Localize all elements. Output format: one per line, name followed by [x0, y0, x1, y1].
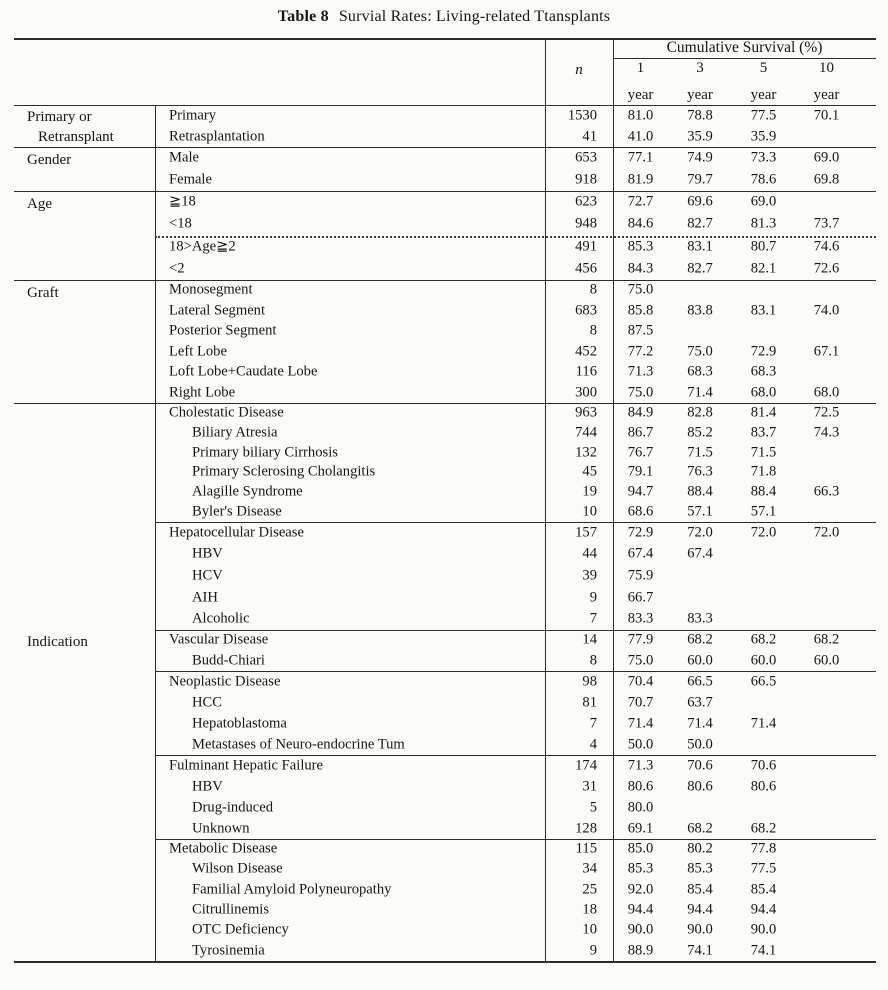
row-label-cell: Neoplastic Disease — [169, 673, 281, 690]
n-cell: 300 — [575, 384, 597, 401]
survival-5y-cell: 60.0 — [750, 652, 777, 669]
survival-5y-cell: 88.4 — [750, 483, 777, 500]
n-cell: 8 — [589, 322, 597, 339]
table-row — [0, 502, 876, 522]
survival-1y-cell: 77.1 — [627, 149, 654, 166]
table-title-number: Table 8 — [277, 8, 329, 25]
survival-3y-cell: 88.4 — [687, 483, 713, 500]
row-label-cell: Monosegment — [169, 281, 253, 298]
header-year-5 — [732, 60, 795, 104]
n-cell: 5 — [589, 799, 597, 816]
survival-3y-cell: 80.2 — [687, 840, 713, 857]
survival-5y-cell: 80.6 — [750, 778, 777, 795]
survival-1y-cell: 85.8 — [627, 302, 654, 319]
table-row — [0, 587, 876, 609]
n-cell: 4 — [589, 736, 597, 753]
survival-5y-cell: 77.5 — [750, 107, 777, 124]
n-cell: 31 — [582, 778, 597, 795]
row-label-cell: Wilson Disease — [192, 861, 283, 878]
survival-1y-cell: 87.5 — [627, 322, 654, 339]
row-label-cell: Budd-Chiari — [192, 652, 265, 669]
survival-1y-cell: 75.9 — [627, 567, 654, 584]
survival-3y-cell: 90.0 — [687, 922, 713, 939]
survival-5y-cell: 90.0 — [750, 922, 777, 939]
survival-1y-cell: 72.9 — [627, 524, 654, 541]
table-row — [0, 423, 876, 443]
row-label-cell: HCC — [192, 694, 223, 711]
survival-3y-cell: 85.4 — [687, 881, 713, 898]
row-label-cell: Right Lobe — [169, 384, 236, 401]
table-row — [0, 755, 876, 776]
survival-5y-cell: 72.9 — [750, 343, 777, 360]
row-label-cell: Lateral Segment — [169, 302, 266, 319]
survival-5y-cell: 74.1 — [750, 942, 777, 959]
header-year-10 — [795, 60, 858, 104]
table-row — [0, 671, 876, 692]
row-label-cell: Alcoholic — [192, 610, 250, 627]
survival-10y-cell: 72.5 — [813, 404, 840, 421]
survival-3y-cell: 63.7 — [687, 694, 713, 711]
survival-1y-cell: 81.9 — [627, 171, 654, 188]
survival-10y-cell: 74.3 — [813, 424, 840, 441]
n-cell: 1530 — [567, 107, 597, 124]
n-cell: 653 — [575, 149, 597, 166]
survival-1y-cell: 80.6 — [627, 778, 654, 795]
n-cell: 19 — [582, 483, 597, 500]
n-cell: 41 — [582, 128, 597, 145]
survival-1y-cell: 84.3 — [627, 260, 654, 277]
survival-5y-cell: 83.1 — [750, 302, 777, 319]
survival-5y-cell: 73.3 — [750, 149, 777, 166]
table-row — [0, 797, 876, 818]
survival-1y-cell: 77.2 — [627, 343, 654, 360]
n-cell: 7 — [589, 610, 597, 627]
table-row — [0, 301, 876, 322]
survival-3y-cell: 57.1 — [687, 503, 713, 520]
n-cell: 18 — [582, 901, 597, 918]
survival-5y-cell: 57.1 — [750, 503, 777, 520]
survival-3y-cell: 69.6 — [687, 193, 713, 210]
table-row — [0, 106, 876, 127]
row-label-cell: Hepatocellular Disease — [169, 524, 304, 541]
n-cell: 10 — [582, 922, 597, 939]
survival-5y-cell: 80.7 — [750, 238, 777, 255]
table-row — [0, 713, 876, 734]
row-label-cell: Hepatoblastoma — [192, 715, 287, 732]
table-row — [0, 734, 876, 755]
survival-3y-cell: 82.7 — [687, 260, 713, 277]
group-label-indication: Indication — [27, 634, 88, 650]
row-label-cell: Primary biliary Cirrhosis — [192, 444, 338, 461]
row-label-cell: Loft Lobe+Caudate Lobe — [169, 363, 318, 380]
survival-1y-cell: 81.0 — [627, 107, 654, 124]
survival-5y-cell: 35.9 — [750, 128, 777, 145]
survival-5y-cell: 68.2 — [750, 631, 777, 648]
header-year-5-unit: year — [750, 87, 777, 103]
survival-10y-cell: 74.0 — [813, 302, 840, 319]
survival-3y-cell: 85.2 — [687, 424, 713, 441]
survival-3y-cell: 68.2 — [687, 631, 713, 648]
survival-10y-cell: 68.0 — [813, 384, 840, 401]
survival-5y-cell: 81.3 — [750, 216, 777, 233]
survival-5y-cell: 68.0 — [750, 384, 777, 401]
survival-3y-cell: 79.7 — [687, 171, 713, 188]
survival-3y-cell: 71.4 — [687, 384, 713, 401]
table-row — [0, 920, 876, 940]
header-cumulative-survival: Cumulative Survival (%) — [666, 39, 823, 56]
table-row — [0, 900, 876, 920]
survival-3y-cell: 83.8 — [687, 302, 713, 319]
row-label-cell: ≧18 — [169, 193, 196, 210]
table-row — [0, 818, 876, 839]
row-label-cell: Primary Sclerosing Cholangitis — [192, 464, 376, 481]
n-cell: 7 — [589, 715, 597, 732]
survival-1y-cell: 77.9 — [627, 631, 654, 648]
survival-5y-cell: 72.0 — [750, 524, 777, 541]
survival-1y-cell: 50.0 — [627, 736, 654, 753]
row-label-cell: HBV — [192, 778, 223, 795]
row-label-cell: Cholestatic Disease — [169, 404, 284, 421]
survival-1y-cell: 94.7 — [627, 483, 654, 500]
survival-5y-cell: 77.8 — [750, 840, 777, 857]
group-label-graft: Graft — [27, 285, 59, 301]
survival-3y-cell: 75.0 — [687, 343, 713, 360]
survival-5y-cell: 68.3 — [750, 363, 777, 380]
row-label-cell: <2 — [169, 260, 185, 277]
row-label-cell: Familial Amyloid Polyneuropathy — [192, 881, 392, 898]
row-label-cell: Tyrosinemia — [192, 942, 265, 959]
survival-5y-cell: 77.5 — [750, 861, 777, 878]
table-row — [0, 839, 876, 859]
survival-5y-cell: 78.6 — [750, 171, 777, 188]
table-row — [0, 692, 876, 713]
survival-5y-cell: 69.0 — [750, 193, 777, 210]
table-row — [0, 880, 876, 900]
row-label-cell: AIH — [192, 589, 218, 606]
header-year-3-num: 3 — [696, 60, 704, 76]
table-row — [0, 941, 876, 961]
header-year-3-unit: year — [687, 87, 713, 103]
survival-10y-cell: 69.8 — [813, 171, 840, 188]
table-section — [0, 147, 876, 191]
survival-10y-cell: 60.0 — [813, 652, 840, 669]
table-section — [0, 106, 876, 147]
header-year-10-num: 10 — [819, 60, 834, 76]
group-label-primary-line2: Retransplant — [38, 129, 114, 145]
row-label-cell: Male — [169, 149, 199, 166]
survival-1y-cell: 72.7 — [627, 193, 654, 210]
header-n: n — [575, 62, 583, 78]
survival-1y-cell: 92.0 — [627, 881, 654, 898]
survival-5y-cell: 70.6 — [750, 757, 777, 774]
survival-10y-cell: 72.6 — [813, 260, 840, 277]
survival-1y-cell: 80.0 — [627, 799, 654, 816]
header-year-10-unit: year — [813, 87, 840, 103]
survival-3y-cell: 94.4 — [687, 901, 713, 918]
header-year-1-num: 1 — [636, 60, 645, 76]
row-label-cell: Posterior Segment — [169, 322, 277, 339]
survival-3y-cell: 71.4 — [687, 715, 713, 732]
survival-3y-cell: 74.1 — [687, 942, 713, 959]
table-section — [0, 630, 876, 671]
survival-3y-cell: 67.4 — [687, 546, 713, 563]
survival-10y-cell: 70.1 — [813, 107, 840, 124]
survival-10y-cell: 69.0 — [813, 149, 840, 166]
survival-1y-cell: 67.4 — [627, 546, 654, 563]
n-cell: 491 — [575, 238, 597, 255]
table-title-text: Survial Rates: Living-related Ttansplants — [338, 8, 611, 25]
table-section — [0, 522, 876, 630]
n-cell: 14 — [582, 631, 597, 648]
table-section — [0, 403, 876, 522]
table-row — [0, 342, 876, 363]
survival-1y-cell: 41.0 — [627, 128, 654, 145]
table-row — [0, 321, 876, 342]
survival-1y-cell: 71.3 — [627, 757, 654, 774]
survival-10y-cell: 74.6 — [813, 238, 840, 255]
n-cell: 115 — [575, 840, 597, 857]
table-row — [0, 630, 876, 651]
row-label-cell: HCV — [192, 567, 223, 584]
row-label-cell: Metabolic Disease — [169, 840, 278, 857]
survival-1y-cell: 66.7 — [627, 589, 654, 606]
survival-1y-cell: 94.4 — [627, 901, 654, 918]
survival-3y-cell: 74.9 — [687, 149, 713, 166]
survival-5y-cell: 68.2 — [750, 820, 777, 837]
survival-3y-cell: 72.0 — [687, 524, 713, 541]
n-cell: 81 — [582, 694, 597, 711]
table-row — [0, 776, 876, 797]
header-year-1-unit: year — [627, 87, 654, 103]
survival-3y-cell: 80.6 — [687, 778, 713, 795]
survival-10y-cell: 66.3 — [813, 483, 840, 500]
n-cell: 948 — [575, 216, 597, 233]
survival-1y-cell: 70.4 — [627, 673, 654, 690]
row-label-cell: Fulminant Hepatic Failure — [169, 757, 324, 774]
survival-3y-cell: 68.2 — [687, 820, 713, 837]
table-row — [0, 544, 876, 566]
age-dotted-divider — [155, 236, 876, 238]
table-row — [0, 236, 876, 258]
survival-3y-cell: 78.8 — [687, 107, 713, 124]
row-label-cell: 18>Age≧2 — [169, 238, 236, 255]
survival-1y-cell: 85.3 — [627, 238, 654, 255]
table-row — [0, 608, 876, 630]
n-cell: 34 — [582, 861, 597, 878]
row-label-cell: Vascular Disease — [169, 631, 269, 648]
table-row — [0, 482, 876, 502]
n-cell: 44 — [582, 546, 597, 563]
survival-10y-cell: 73.7 — [813, 216, 840, 233]
table-section — [0, 839, 876, 961]
survival-3y-cell: 85.3 — [687, 861, 713, 878]
n-cell: 128 — [575, 820, 597, 837]
survival-3y-cell: 83.1 — [687, 238, 713, 255]
n-cell: 9 — [589, 589, 597, 606]
survival-3y-cell: 50.0 — [687, 736, 713, 753]
n-cell: 9 — [589, 942, 597, 959]
survival-5y-cell: 82.1 — [750, 260, 777, 277]
n-cell: 8 — [589, 652, 597, 669]
survival-3y-cell: 60.0 — [687, 652, 713, 669]
row-label-cell: Alagille Syndrome — [192, 483, 303, 500]
survival-3y-cell: 76.3 — [687, 464, 713, 481]
survival-3y-cell: 66.5 — [687, 673, 713, 690]
row-label-cell: Unknown — [192, 820, 250, 837]
table-row — [0, 147, 876, 169]
survival-10y-cell: 72.0 — [813, 524, 840, 541]
n-cell: 918 — [575, 171, 597, 188]
survival-1y-cell: 84.6 — [627, 216, 654, 233]
survival-1y-cell: 71.4 — [627, 715, 654, 732]
survival-5y-cell: 71.4 — [750, 715, 777, 732]
survival-10y-cell: 67.1 — [813, 343, 840, 360]
table-row — [0, 859, 876, 879]
n-cell: 10 — [582, 503, 597, 520]
table-title — [0, 8, 888, 26]
n-cell: 456 — [575, 260, 597, 277]
survival-1y-cell: 71.3 — [627, 363, 654, 380]
survival-1y-cell: 86.7 — [627, 424, 654, 441]
survival-3y-cell: 68.3 — [687, 363, 713, 380]
n-cell: 25 — [582, 881, 597, 898]
survival-1y-cell: 90.0 — [627, 922, 654, 939]
survival-5y-cell: 71.5 — [750, 444, 777, 461]
n-cell: 452 — [575, 343, 597, 360]
survival-3y-cell: 35.9 — [687, 128, 713, 145]
n-cell: 8 — [589, 281, 597, 298]
survival-10y-cell: 68.2 — [813, 631, 840, 648]
table-row — [0, 362, 876, 383]
row-label-cell: <18 — [169, 216, 192, 233]
survival-1y-cell: 75.0 — [627, 281, 654, 298]
survival-1y-cell: 83.3 — [627, 610, 654, 627]
survival-3y-cell: 82.7 — [687, 216, 713, 233]
survival-1y-cell: 70.7 — [627, 694, 654, 711]
survival-3y-cell: 70.6 — [687, 757, 713, 774]
table-row — [0, 565, 876, 587]
survival-1y-cell: 69.1 — [627, 820, 654, 837]
survival-1y-cell: 88.9 — [627, 942, 654, 959]
table-row — [0, 127, 876, 148]
survival-1y-cell: 75.0 — [627, 384, 654, 401]
survival-5y-cell: 83.7 — [750, 424, 777, 441]
survival-1y-cell: 68.6 — [627, 503, 654, 520]
table-section — [0, 280, 876, 403]
row-label-cell: HBV — [192, 546, 223, 563]
table-row — [0, 522, 876, 544]
table-row — [0, 443, 876, 463]
group-label-primary-line1: Primary or — [27, 109, 92, 125]
survival-5y-cell: 71.8 — [750, 464, 777, 481]
survival-1y-cell: 76.7 — [627, 444, 654, 461]
n-cell: 963 — [575, 404, 597, 421]
n-cell: 157 — [575, 524, 597, 541]
row-label-cell: Left Lobe — [169, 343, 227, 360]
survival-1y-cell: 84.9 — [627, 404, 654, 421]
survival-5y-cell: 81.4 — [750, 404, 777, 421]
row-label-cell: Drug-induced — [192, 799, 274, 816]
table-section — [0, 755, 876, 839]
n-cell: 132 — [575, 444, 597, 461]
row-label-cell: Retrasplantation — [169, 128, 265, 145]
n-cell: 116 — [575, 363, 597, 380]
table-row — [0, 213, 876, 235]
survival-5y-cell: 85.4 — [750, 881, 777, 898]
survival-3y-cell: 82.8 — [687, 404, 713, 421]
n-cell: 744 — [575, 424, 597, 441]
row-label-cell: Female — [169, 171, 212, 188]
n-cell: 98 — [582, 673, 597, 690]
table-row — [0, 462, 876, 482]
table-row — [0, 651, 876, 672]
table-row — [0, 191, 876, 213]
row-label-cell: Byler's Disease — [192, 503, 282, 520]
survival-5y-cell: 66.5 — [750, 673, 777, 690]
n-cell: 683 — [575, 302, 597, 319]
n-cell: 174 — [575, 757, 597, 774]
survival-5y-cell: 94.4 — [750, 901, 777, 918]
row-label-cell: Biliary Atresia — [192, 424, 278, 441]
table-row — [0, 169, 876, 191]
header-year-3 — [668, 60, 732, 104]
group-label-age: Age — [27, 196, 52, 212]
header-year-1 — [613, 60, 668, 104]
n-cell: 45 — [582, 464, 597, 481]
table-row — [0, 280, 876, 301]
n-cell: 39 — [582, 567, 597, 584]
header-year-5-num: 5 — [759, 60, 768, 76]
row-label-cell: OTC Deficiency — [192, 922, 289, 939]
survival-header-underline — [613, 58, 876, 59]
survival-3y-cell: 71.5 — [687, 444, 713, 461]
survival-3y-cell: 83.3 — [687, 610, 713, 627]
n-cell: 623 — [575, 193, 597, 210]
table-row — [0, 383, 876, 404]
row-label-cell: Primary — [169, 107, 217, 124]
survival-1y-cell: 85.3 — [627, 861, 654, 878]
survival-1y-cell: 79.1 — [627, 464, 654, 481]
row-label-cell: Citrullinemis — [192, 901, 270, 918]
table-section — [0, 671, 876, 755]
row-label-cell: Metastases of Neuro-endocrine Tum — [192, 736, 405, 753]
survival-1y-cell: 75.0 — [627, 652, 654, 669]
survival-1y-cell: 85.0 — [627, 840, 654, 857]
table-row — [0, 258, 876, 280]
table-row — [0, 403, 876, 423]
group-label-gender: Gender — [27, 152, 72, 168]
